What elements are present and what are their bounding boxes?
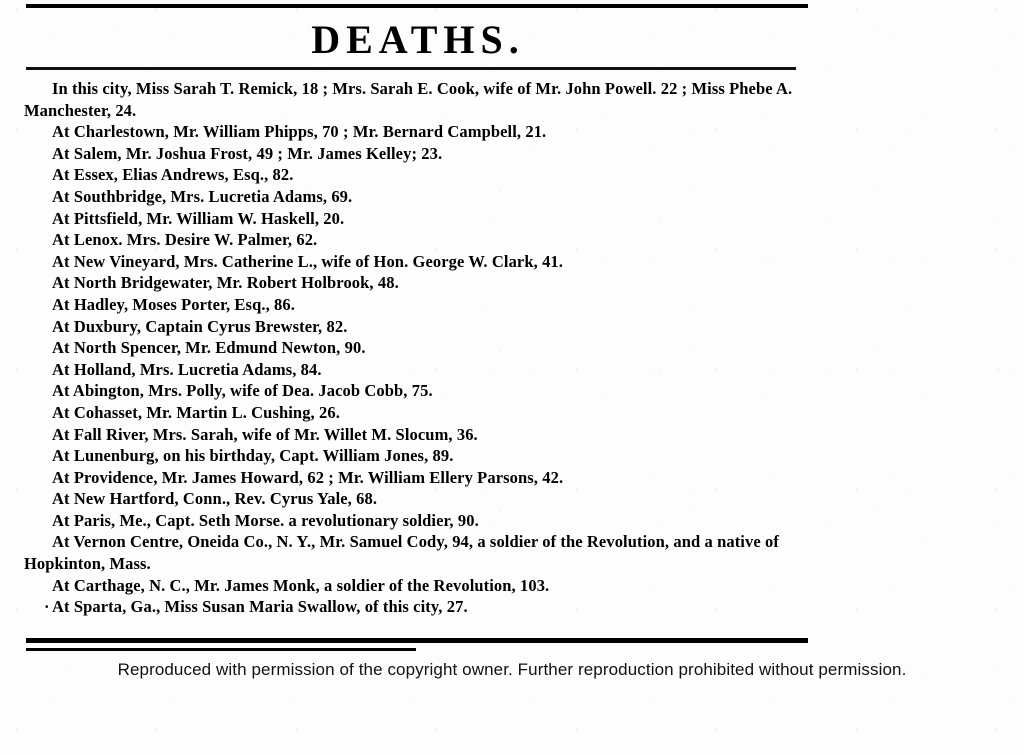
list-item: At Cohasset, Mr. Martin L. Cushing, 26. bbox=[52, 402, 340, 422]
list-item: At Vernon Centre, Oneida Co., N. Y., Mr. Samuel Cody, 94, a soldier of the Revolution, and a native of Hopkinton, Mass. bbox=[24, 532, 779, 574]
list-item: At Southbridge, Mrs. Lucretia Adams, 69. bbox=[52, 186, 353, 206]
list-item: At Essex, Elias Andrews, Esq., 82. bbox=[52, 165, 294, 185]
bottom-rule-divider-short bbox=[26, 648, 416, 651]
list-item: At Abington, Mrs. Polly, wife of Dea. Jacob Cobb, 75. bbox=[52, 381, 433, 401]
list-item: At Salem, Mr. Joshua Frost, 49 ; Mr. James Kelley; 23. bbox=[52, 143, 443, 163]
list-item: · At Sparta, Ga., Miss Susan Maria Swallow, of this city, 27. bbox=[24, 596, 808, 618]
list-item: At New Hartford, Conn., Rev. Cyrus Yale, 68. bbox=[52, 489, 378, 509]
death-notice-list bbox=[18, 78, 808, 618]
bottom-rule-divider-thick bbox=[26, 638, 808, 643]
top-rule-divider bbox=[26, 4, 808, 8]
list-item: At New Vineyard, Mrs. Catherine L., wife of Hon. George W. Clark, 41. bbox=[52, 251, 564, 271]
list-item: At Fall River, Mrs. Sarah, wife of Mr. Willet M. Slocum, 36. bbox=[52, 424, 478, 444]
list-item: At Providence, Mr. James Howard, 62 ; Mr. William Ellery Parsons, 42. bbox=[52, 467, 564, 487]
list-item: At Paris, Me., Capt. Seth Morse. a revolutionary soldier, 90. bbox=[52, 510, 479, 530]
list-item: At Holland, Mrs. Lucretia Adams, 84. bbox=[52, 359, 322, 379]
list-item: At Pittsfield, Mr. William W. Haskell, 20. bbox=[52, 208, 345, 228]
list-item: In this city, Miss Sarah T. Remick, 18 ; Mrs. Sarah E. Cook, wife of Mr. John Powell. 22 ; Miss Phebe A. Manchester, 24. bbox=[24, 79, 793, 120]
list-item: At Carthage, N. C., Mr. James Monk, a soldier of the Revolution, 103. bbox=[52, 575, 550, 595]
list-item: At North Bridgewater, Mr. Robert Holbrook, 48. bbox=[52, 273, 399, 293]
list-item: At North Spencer, Mr. Edmund Newton, 90. bbox=[52, 338, 366, 358]
newspaper-clipping bbox=[18, 0, 808, 651]
list-item: At Duxbury, Captain Cyrus Brewster, 82. bbox=[52, 316, 348, 336]
list-item: At Lenox. Mrs. Desire W. Palmer, 62. bbox=[52, 230, 318, 250]
copyright-permission-notice: Reproduced with permission of the copyright owner. Further reproduction prohibited without permission. bbox=[117, 660, 907, 679]
headline-rule-divider bbox=[26, 67, 796, 70]
list-item: At Charlestown, Mr. William Phipps, 70 ; Mr. Bernard Campbell, 21. bbox=[52, 122, 547, 142]
page-title: DEATHS. bbox=[311, 17, 525, 62]
list-item: At Hadley, Moses Porter, Esq., 86. bbox=[52, 294, 295, 314]
list-item: At Lunenburg, on his birthday, Capt. William Jones, 89. bbox=[52, 446, 454, 466]
